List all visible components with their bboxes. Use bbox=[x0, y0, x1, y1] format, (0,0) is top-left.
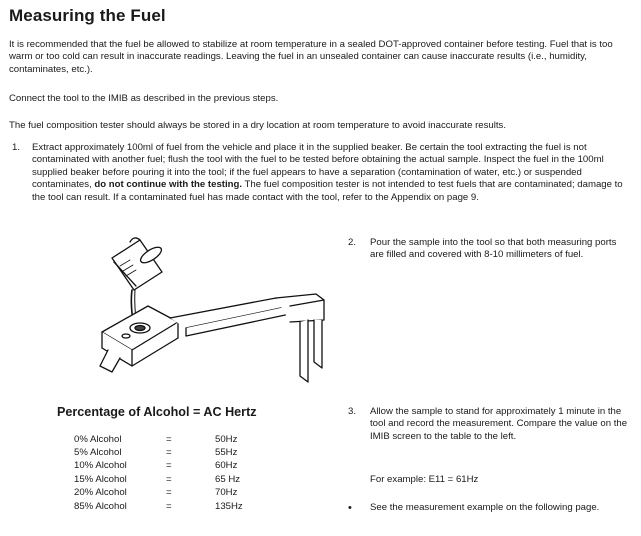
step-3 bbox=[348, 406, 632, 443]
hertz-value: 50Hz bbox=[215, 434, 238, 445]
alcohol-percent: 85% Alcohol bbox=[74, 501, 127, 512]
pouring-illustration bbox=[90, 236, 330, 393]
example-text: For example: E11 = 61Hz bbox=[370, 474, 479, 485]
alcohol-table-title: Percentage of Alcohol = AC Hertz bbox=[57, 405, 257, 419]
table-row bbox=[74, 460, 334, 473]
equals-sign: = bbox=[166, 447, 172, 458]
hertz-value: 60Hz bbox=[215, 460, 238, 471]
step-3-number: 3. bbox=[348, 406, 357, 417]
alcohol-percent: 20% Alcohol bbox=[74, 487, 127, 498]
hertz-value: 55Hz bbox=[215, 447, 238, 458]
bullet-text: See the measurement example on the following page. bbox=[370, 502, 600, 513]
intro-paragraph: It is recommended that the fuel be allowed to stabilize at room temperature in a sealed DOT-approved container before testing. Fuel that is too warm or too cold can result in inaccurate readings. Leaving the fuel in an unsealed container can cause inaccurate results (i.e., humidity, contaminates, etc.). bbox=[9, 39, 613, 75]
bullet-mark: • bbox=[348, 502, 352, 514]
table-row bbox=[74, 434, 334, 447]
step-1-text-a: Extract approximately 100ml of fuel from the vehicle and place it in the supplied beaker. Be certain the tool extracting the fuel is not contaminated with another fuel; flush the tool with the fuel to be tested before obtaining the actual sample. Inspect the fuel in the 100ml supplied beaker before pouring it into the tool; if the fuel appears to have a separation (contamination of water, etc.) or suspended contaminates, bbox=[32, 142, 604, 191]
alcohol-percent: 10% Alcohol bbox=[74, 460, 127, 471]
page-title: Measuring the Fuel bbox=[9, 6, 166, 25]
hertz-value: 70Hz bbox=[215, 487, 238, 498]
step-2-number: 2. bbox=[348, 237, 357, 248]
step-1 bbox=[12, 142, 632, 204]
storage-paragraph: The fuel composition tester should always be stored in a dry location at room temperature to avoid inaccurate results. bbox=[9, 120, 506, 131]
alcohol-percent: 5% Alcohol bbox=[74, 447, 122, 458]
equals-sign: = bbox=[166, 474, 172, 485]
step-1-warning: do not continue with the testing. bbox=[94, 179, 243, 191]
alcohol-percent: 0% Alcohol bbox=[74, 434, 122, 445]
equals-sign: = bbox=[166, 434, 172, 445]
table-row bbox=[74, 474, 334, 487]
hertz-value: 65 Hz bbox=[215, 474, 241, 485]
step-1-number: 1. bbox=[12, 142, 21, 153]
beaker-tool-drawing bbox=[90, 236, 330, 388]
equals-sign: = bbox=[166, 501, 172, 512]
table-row bbox=[74, 501, 334, 514]
equals-sign: = bbox=[166, 487, 172, 498]
step-1-text-b: The fuel composition tester is not intended to test fuels that are contaminated; damage to the tool can result. If a contaminated fuel has made contact with the tool, refer to the Appendix on page 9. bbox=[32, 179, 623, 203]
alcohol-percent: 15% Alcohol bbox=[74, 474, 127, 485]
hertz-value: 135Hz bbox=[215, 501, 243, 512]
table-row bbox=[74, 447, 334, 460]
table-row bbox=[74, 487, 334, 500]
connect-paragraph: Connect the tool to the IMIB as described in the previous steps. bbox=[9, 93, 279, 104]
step-3-text: Allow the sample to stand for approximately 1 minute in the tool and record the measurement. Compare the value on the IMIB screen to the table to the left. bbox=[370, 406, 628, 442]
equals-sign: = bbox=[166, 460, 172, 471]
step-2 bbox=[348, 237, 632, 262]
step-2-text: Pour the sample into the tool so that both measuring ports are filled and covered with 8-10 millimeters of fuel. bbox=[370, 237, 617, 261]
